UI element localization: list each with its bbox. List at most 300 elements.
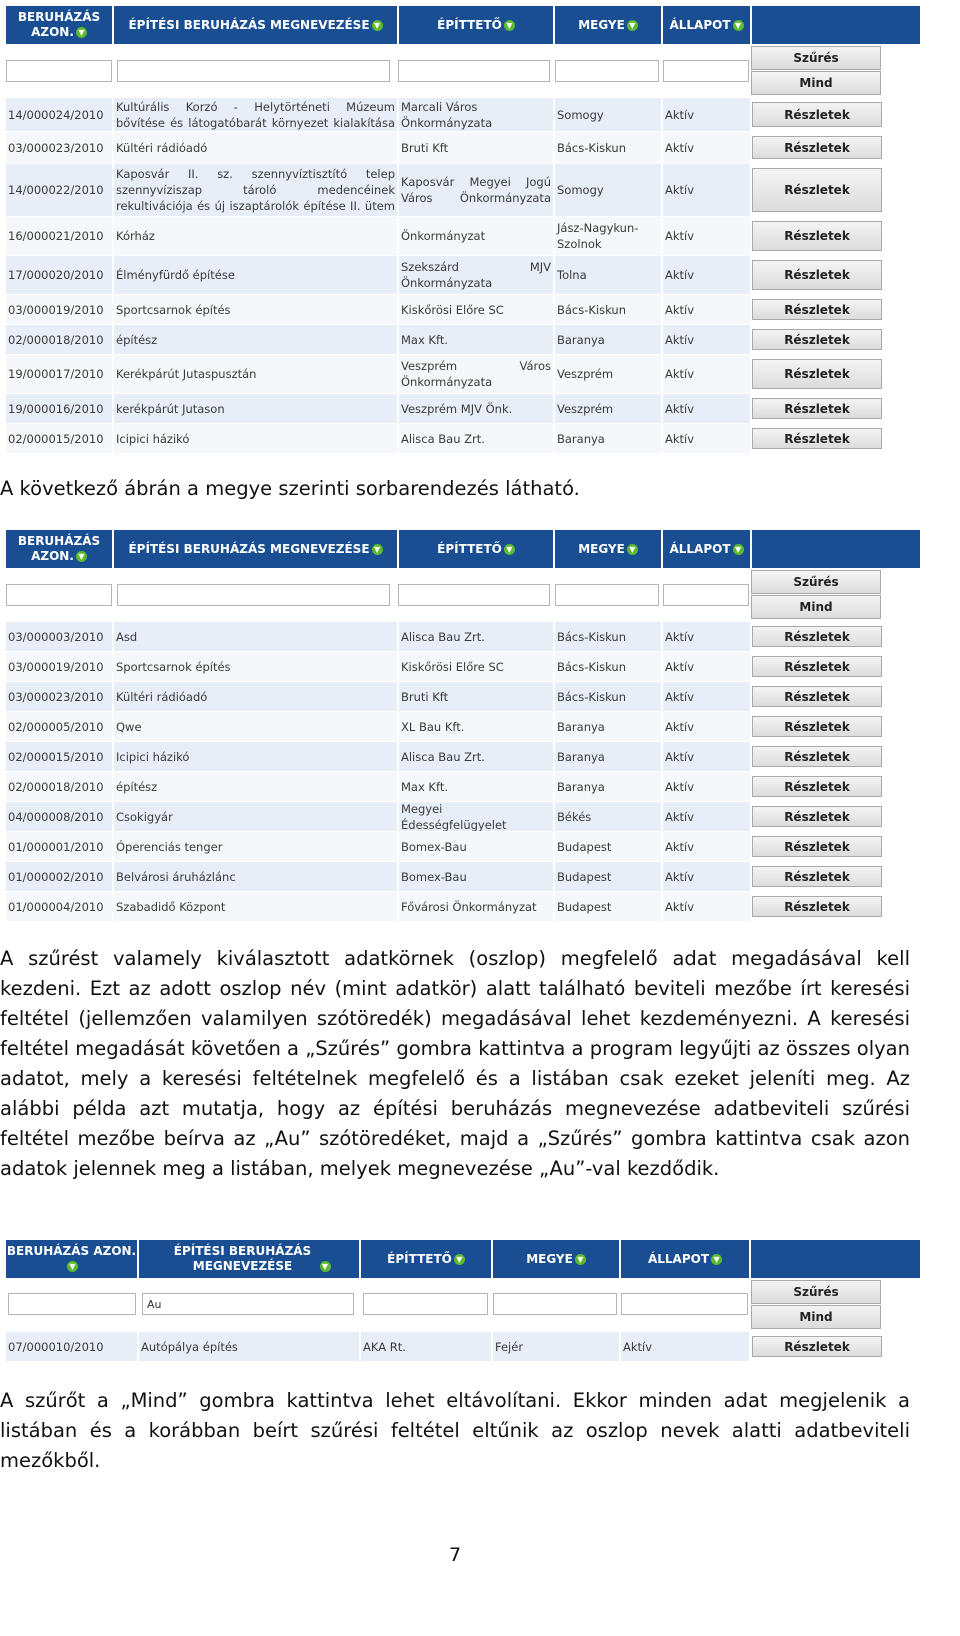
cell-county-text: Bács-Kiskun — [557, 140, 627, 155]
cell-name-text: Sportcsarnok építés — [116, 302, 231, 317]
cell-status-text: Aktív — [665, 659, 695, 674]
column-header-actions — [751, 1240, 920, 1278]
cell-status — [663, 132, 750, 163]
cell-status-text: Aktív — [665, 899, 695, 914]
cell-name-text: Kultúrális Korzó - Helytörténeti Múzeum bővítése és látogatóbarát környezet kialakítása — [116, 99, 395, 130]
cell-county-text: Baranya — [557, 779, 605, 794]
cell-builder — [399, 682, 553, 711]
sort-down-icon[interactable]: ▼ — [76, 551, 87, 562]
cell-id — [6, 862, 112, 891]
sort-down-icon[interactable]: ▼ — [711, 1254, 722, 1265]
filter-input-name[interactable] — [117, 584, 390, 606]
column-header-builder-label: ÉPÍTTETŐ — [387, 1251, 452, 1266]
paragraph-sort-by-county: A következő ábrán a megye szerinti sorbarendezés látható. — [0, 477, 580, 500]
cell-county-text: Somogy — [557, 183, 604, 197]
table-row — [6, 424, 920, 453]
cell-name — [114, 802, 397, 831]
cell-county-text: Budapest — [557, 899, 612, 914]
cell-name — [114, 424, 397, 453]
show-all-button[interactable]: Mind — [751, 595, 881, 619]
cell-county — [555, 295, 661, 324]
cell-name — [114, 394, 397, 423]
details-button[interactable]: Részletek — [752, 102, 882, 127]
cell-status-text: Aktív — [665, 229, 695, 243]
cell-name — [114, 772, 397, 801]
cell-id — [6, 802, 112, 831]
cell-builder — [399, 862, 553, 891]
cell-name-text: Icipici házikó — [116, 431, 190, 446]
column-header-id[interactable] — [6, 6, 112, 44]
cell-status — [663, 424, 750, 453]
cell-name — [139, 1332, 359, 1361]
column-header-name-label: ÉPÍTÉSI BERUHÁZÁS MEGNEVEZÉSE — [173, 1244, 312, 1273]
cell-status — [663, 742, 750, 771]
cell-status — [663, 652, 750, 681]
column-header-status[interactable] — [663, 6, 750, 44]
table-row — [6, 256, 920, 294]
cell-name — [114, 742, 397, 771]
filter-input-id[interactable] — [8, 1293, 136, 1315]
cell-county — [555, 98, 661, 131]
filter-button[interactable]: Szűrés — [751, 1280, 881, 1304]
filter-input-builder[interactable] — [363, 1293, 488, 1315]
filter-input-county[interactable] — [555, 60, 659, 82]
cell-name-text: Szabadidő Központ — [116, 899, 226, 914]
cell-builder-text: AKA Rt. — [363, 1339, 406, 1354]
cell-name — [114, 256, 397, 294]
cell-name-text: Kültéri rádióadó — [116, 140, 208, 155]
details-button[interactable]: Részletek — [752, 896, 882, 917]
cell-builder — [399, 742, 553, 771]
column-header-builder-label: ÉPÍTTETŐ — [437, 17, 502, 32]
cell-status-text: Aktív — [665, 268, 695, 282]
cell-status — [663, 164, 750, 216]
cell-county — [555, 892, 661, 921]
cell-builder-text: Bomex-Bau — [401, 869, 467, 884]
filter-input-status[interactable] — [621, 1293, 748, 1315]
details-button[interactable]: Részletek — [752, 656, 882, 677]
cell-county-text: Jász-Nagykun-Szolnok — [557, 221, 639, 251]
cell-builder-text: Bomex-Bau — [401, 839, 467, 854]
filter-row — [6, 1280, 920, 1330]
cell-status — [663, 98, 750, 131]
cell-name-text: Óperenciás tenger — [116, 839, 223, 854]
column-header-id-label: BERUHÁZÁS AZON. — [17, 534, 101, 563]
cell-builder-text: Alisca Bau Zrt. — [401, 749, 485, 764]
cell-id — [6, 892, 112, 921]
cell-id — [6, 256, 112, 294]
cell-id — [6, 742, 112, 771]
cell-county-text: Bács-Kiskun — [557, 689, 627, 704]
cell-county — [555, 862, 661, 891]
cell-id — [6, 355, 112, 393]
cell-id-text: 03/000023/2010 — [8, 140, 104, 155]
show-all-button[interactable]: Mind — [751, 71, 881, 95]
cell-builder — [399, 325, 553, 354]
cell-id — [6, 682, 112, 711]
cell-builder — [399, 164, 553, 216]
cell-county — [555, 217, 661, 255]
filter-input-name[interactable] — [142, 1293, 354, 1315]
cell-county — [555, 622, 661, 651]
column-header-county[interactable] — [493, 1240, 619, 1278]
cell-status-text: Aktív — [665, 183, 695, 197]
project-grid-2 — [6, 530, 920, 916]
cell-id — [6, 772, 112, 801]
filter-input-county[interactable] — [555, 584, 659, 606]
cell-builder — [399, 652, 553, 681]
cell-id — [6, 295, 112, 324]
cell-id-text: 01/000004/2010 — [8, 899, 104, 914]
cell-builder-text: Veszprém Város Önkormányzata — [401, 359, 551, 389]
table-row — [6, 217, 920, 255]
details-button[interactable]: Részletek — [752, 428, 882, 449]
cell-id-text: 04/000008/2010 — [8, 809, 104, 824]
cell-county — [493, 1332, 619, 1361]
cell-builder — [399, 622, 553, 651]
details-button[interactable]: Részletek — [752, 716, 882, 737]
cell-id-text: 01/000002/2010 — [8, 869, 104, 884]
cell-name — [114, 295, 397, 324]
cell-name-text: Belvárosi áruházlánc — [116, 869, 236, 884]
project-grid-3 — [6, 1240, 920, 1362]
details-button[interactable]: Részletek — [752, 299, 882, 320]
cell-county-text: Tolna — [557, 268, 587, 282]
cell-county — [555, 832, 661, 861]
sort-down-icon[interactable]: ▼ — [67, 1261, 78, 1272]
column-header-name[interactable] — [139, 1240, 359, 1278]
cell-builder-text: Alisca Bau Zrt. — [401, 431, 485, 446]
cell-status — [663, 802, 750, 831]
cell-status-text: Aktív — [665, 431, 695, 446]
cell-name — [114, 98, 397, 131]
cell-name-text: Élményfürdő építése — [116, 268, 235, 282]
column-header-county[interactable] — [555, 6, 661, 44]
cell-id — [6, 394, 112, 423]
details-button[interactable]: Részletek — [752, 398, 882, 419]
column-header-id-label: BERUHÁZÁS AZON. — [17, 10, 101, 39]
cell-status — [663, 295, 750, 324]
column-header-name-label: ÉPÍTÉSI BERUHÁZÁS MEGNEVEZÉSE — [128, 17, 370, 32]
cell-status-text: Aktív — [665, 140, 695, 155]
cell-county — [555, 256, 661, 294]
cell-id — [6, 164, 112, 216]
cell-name-text: Kültéri rádióadó — [116, 689, 208, 704]
cell-id-text: 02/000018/2010 — [8, 332, 104, 347]
cell-builder — [399, 832, 553, 861]
cell-name — [114, 325, 397, 354]
cell-builder — [399, 355, 553, 393]
details-button[interactable]: Részletek — [752, 221, 882, 251]
cell-name — [114, 832, 397, 861]
cell-status-text: Aktív — [665, 107, 695, 122]
column-header-status[interactable] — [621, 1240, 749, 1278]
filter-input-id[interactable] — [6, 584, 112, 606]
cell-county-text: Békés — [557, 809, 592, 824]
cell-id-text: 19/000016/2010 — [8, 401, 104, 416]
cell-status-text: Aktív — [665, 629, 695, 644]
table-row — [6, 164, 920, 216]
filter-button[interactable]: Szűrés — [751, 46, 881, 70]
column-header-status-label: ÁLLAPOT — [647, 1251, 710, 1266]
cell-builder — [399, 424, 553, 453]
cell-id — [6, 217, 112, 255]
cell-id — [6, 1332, 137, 1361]
cell-status-text: Aktív — [623, 1339, 653, 1354]
sort-down-icon[interactable]: ▼ — [627, 544, 638, 555]
table-row — [6, 132, 920, 163]
cell-id-text: 01/000001/2010 — [8, 839, 104, 854]
table-row — [6, 325, 920, 354]
filter-input-name[interactable] — [117, 60, 390, 82]
cell-status-text: Aktív — [665, 367, 695, 381]
cell-builder-text: Kiskőrösi Előre SC — [401, 302, 504, 317]
cell-id — [6, 832, 112, 861]
cell-county-text: Somogy — [557, 107, 604, 122]
cell-name — [114, 622, 397, 651]
cell-name-text: Qwe — [116, 719, 142, 734]
cell-id-text: 02/000015/2010 — [8, 431, 104, 446]
cell-status-text: Aktív — [665, 401, 695, 416]
cell-name — [114, 355, 397, 393]
cell-status — [663, 217, 750, 255]
cell-status-text: Aktív — [665, 839, 695, 854]
cell-name — [114, 164, 397, 216]
sort-down-icon[interactable]: ▼ — [320, 1261, 331, 1272]
cell-name-text: Kerékpárút Jutaspusztán — [116, 367, 257, 381]
column-header-county[interactable] — [555, 530, 661, 568]
cell-builder — [361, 1332, 491, 1361]
table-row — [6, 802, 920, 831]
cell-name-text: építész — [116, 779, 158, 794]
column-header-name[interactable] — [114, 6, 397, 44]
cell-status — [663, 712, 750, 741]
cell-builder-text: Fővárosi Önkormányzat — [401, 899, 537, 914]
column-header-id[interactable] — [6, 530, 112, 568]
cell-builder-text: Bruti Kft — [401, 140, 449, 155]
sort-down-icon[interactable]: ▼ — [504, 544, 515, 555]
sort-down-icon[interactable]: ▼ — [372, 20, 383, 31]
cell-id-text: 14/000022/2010 — [8, 183, 104, 197]
cell-name — [114, 132, 397, 163]
column-header-builder[interactable] — [399, 6, 553, 44]
column-header-name[interactable] — [114, 530, 397, 568]
details-button[interactable]: Részletek — [752, 1336, 882, 1357]
cell-status — [663, 355, 750, 393]
cell-builder-text: Megyei Édességfelügyelet — [401, 802, 507, 831]
cell-county — [555, 132, 661, 163]
cell-builder-text: Kiskőrösi Előre SC — [401, 659, 504, 674]
cell-builder-text: Max Kft. — [401, 332, 448, 347]
cell-builder-text: Veszprém MJV Önk. — [401, 401, 513, 416]
filter-input-builder[interactable] — [398, 60, 550, 82]
column-header-name-label: ÉPÍTÉSI BERUHÁZÁS MEGNEVEZÉSE — [128, 541, 370, 556]
sort-down-icon[interactable]: ▼ — [627, 20, 638, 31]
details-button[interactable]: Részletek — [752, 836, 882, 857]
cell-id-text: 02/000005/2010 — [8, 719, 104, 734]
column-header-county-label: MEGYE — [578, 17, 625, 32]
filter-row — [6, 570, 920, 620]
table-row — [6, 355, 920, 393]
details-button[interactable]: Részletek — [752, 806, 882, 827]
paragraph-remove-filter: A szűrőt a „Mind” gombra kattintva lehet eltávolítani. Ekkor minden adat megjelenik a listában és a korábban beírt szűrési feltétel eltűnik az oszlop nevek alatti adatbeviteli mezőkből. — [0, 1389, 910, 1472]
details-button[interactable]: Részletek — [752, 686, 882, 707]
details-button[interactable]: Részletek — [752, 359, 882, 389]
cell-county-text: Veszprém — [557, 367, 614, 381]
filter-input-id[interactable] — [6, 60, 112, 82]
filter-row — [6, 46, 920, 96]
cell-county-text: Budapest — [557, 869, 612, 884]
details-button[interactable]: Részletek — [752, 260, 882, 290]
cell-builder-text: Marcali Város Önkormányzata — [401, 99, 493, 130]
details-button[interactable]: Részletek — [752, 746, 882, 767]
cell-id-text: 16/000021/2010 — [8, 229, 104, 243]
sort-down-icon[interactable]: ▼ — [733, 20, 744, 31]
cell-id-text: 03/000003/2010 — [8, 629, 104, 644]
cell-name-text: Kaposvár II. sz. szennyvíztisztító telep szennyvíziszap tároló medencéinek rekultivációja és új iszaptárolók építése II. ütem — [116, 167, 395, 213]
cell-id-text: 03/000023/2010 — [8, 689, 104, 704]
table-row — [6, 394, 920, 423]
cell-name-text: Csokigyár — [116, 809, 173, 824]
sort-down-icon[interactable]: ▼ — [733, 544, 744, 555]
cell-county — [555, 742, 661, 771]
column-header-county-label: MEGYE — [526, 1251, 573, 1266]
table-row — [6, 295, 920, 324]
cell-id — [6, 325, 112, 354]
column-header-id[interactable] — [6, 1240, 137, 1278]
cell-status — [663, 256, 750, 294]
cell-builder — [399, 802, 553, 831]
details-button[interactable]: Részletek — [752, 866, 882, 887]
cell-builder — [399, 772, 553, 801]
column-header-builder[interactable] — [361, 1240, 491, 1278]
cell-name-text: Autópálya építés — [141, 1339, 238, 1354]
column-header-status-label: ÁLLAPOT — [669, 541, 731, 556]
cell-county-text: Baranya — [557, 332, 605, 347]
cell-status-text: Aktív — [665, 689, 695, 704]
cell-county-text: Baranya — [557, 719, 605, 734]
filter-button[interactable]: Szűrés — [751, 570, 881, 594]
details-button[interactable]: Részletek — [752, 329, 882, 350]
cell-name — [114, 712, 397, 741]
cell-id-text: 17/000020/2010 — [8, 268, 104, 282]
cell-id-text: 19/000017/2010 — [8, 367, 104, 381]
cell-name-text: építész — [116, 332, 158, 347]
cell-county — [555, 652, 661, 681]
details-button[interactable]: Részletek — [752, 776, 882, 797]
column-header-builder[interactable] — [399, 530, 553, 568]
cell-county-text: Baranya — [557, 749, 605, 764]
cell-builder-text: Alisca Bau Zrt. — [401, 629, 485, 644]
cell-status-text: Aktív — [665, 779, 695, 794]
cell-county-text: Fejér — [495, 1339, 524, 1354]
cell-name — [114, 892, 397, 921]
filter-input-status[interactable] — [663, 60, 749, 82]
cell-builder — [399, 98, 553, 131]
cell-status — [621, 1332, 749, 1361]
cell-county — [555, 164, 661, 216]
sort-down-icon[interactable]: ▼ — [575, 1254, 586, 1265]
cell-name — [114, 652, 397, 681]
details-button[interactable]: Részletek — [752, 626, 882, 647]
cell-name-text: Asd — [116, 629, 138, 644]
filter-input-status[interactable] — [663, 584, 749, 606]
cell-status-text: Aktív — [665, 869, 695, 884]
cell-county-text: Bács-Kiskun — [557, 659, 627, 674]
cell-id-text: 14/000024/2010 — [8, 107, 104, 122]
cell-county — [555, 325, 661, 354]
cell-builder-text: XL Bau Kft. — [401, 719, 465, 734]
cell-county-text: Bács-Kiskun — [557, 302, 627, 317]
cell-status-text: Aktív — [665, 809, 695, 824]
cell-builder-text: Max Kft. — [401, 779, 448, 794]
cell-county-text: Bács-Kiskun — [557, 629, 627, 644]
filter-input-builder[interactable] — [398, 584, 550, 606]
cell-name — [114, 682, 397, 711]
sort-down-icon[interactable]: ▼ — [454, 1254, 465, 1265]
cell-id-text: 02/000018/2010 — [8, 779, 104, 794]
table-row — [6, 892, 920, 921]
cell-county-text: Budapest — [557, 839, 612, 854]
cell-name — [114, 862, 397, 891]
cell-builder-text: Szekszárd MJV Önkormányzata — [401, 260, 551, 290]
cell-status — [663, 832, 750, 861]
table-row — [6, 832, 920, 861]
show-all-button[interactable]: Mind — [751, 1305, 881, 1329]
column-header-builder-label: ÉPÍTTETŐ — [437, 541, 502, 556]
cell-id-text: 03/000019/2010 — [8, 302, 104, 317]
table-row — [6, 772, 920, 801]
cell-id-text: 03/000019/2010 — [8, 659, 104, 674]
column-header-id-label: BERUHÁZÁS AZON. — [6, 1244, 137, 1258]
column-header-actions — [752, 530, 920, 568]
details-button[interactable]: Részletek — [752, 136, 882, 159]
table-row — [6, 98, 920, 131]
cell-builder — [399, 217, 553, 255]
cell-status — [663, 772, 750, 801]
cell-name — [114, 217, 397, 255]
table-row — [6, 1332, 920, 1361]
sort-down-icon[interactable]: ▼ — [504, 20, 515, 31]
cell-county — [555, 712, 661, 741]
table-row — [6, 622, 920, 651]
cell-id-text: 02/000015/2010 — [8, 749, 104, 764]
cell-name-text: Icipici házikó — [116, 749, 190, 764]
table-row — [6, 742, 920, 771]
cell-id — [6, 712, 112, 741]
cell-county — [555, 424, 661, 453]
table-row — [6, 712, 920, 741]
filter-input-county[interactable] — [493, 1293, 617, 1315]
cell-status — [663, 892, 750, 921]
column-header-status-label: ÁLLAPOT — [669, 17, 731, 32]
sort-down-icon[interactable]: ▼ — [372, 544, 383, 555]
cell-id — [6, 132, 112, 163]
cell-builder — [399, 712, 553, 741]
cell-name-text: Kórház — [116, 229, 155, 243]
details-button[interactable]: Részletek — [752, 168, 882, 212]
table-row — [6, 652, 920, 681]
cell-id — [6, 652, 112, 681]
cell-builder-text: Önkormányzat — [401, 229, 486, 243]
column-header-actions — [752, 6, 920, 44]
column-header-status[interactable] — [663, 530, 750, 568]
cell-builder — [399, 295, 553, 324]
cell-id — [6, 622, 112, 651]
project-grid-1 — [6, 6, 920, 451]
cell-builder — [399, 256, 553, 294]
sort-down-icon[interactable]: ▼ — [76, 27, 87, 38]
